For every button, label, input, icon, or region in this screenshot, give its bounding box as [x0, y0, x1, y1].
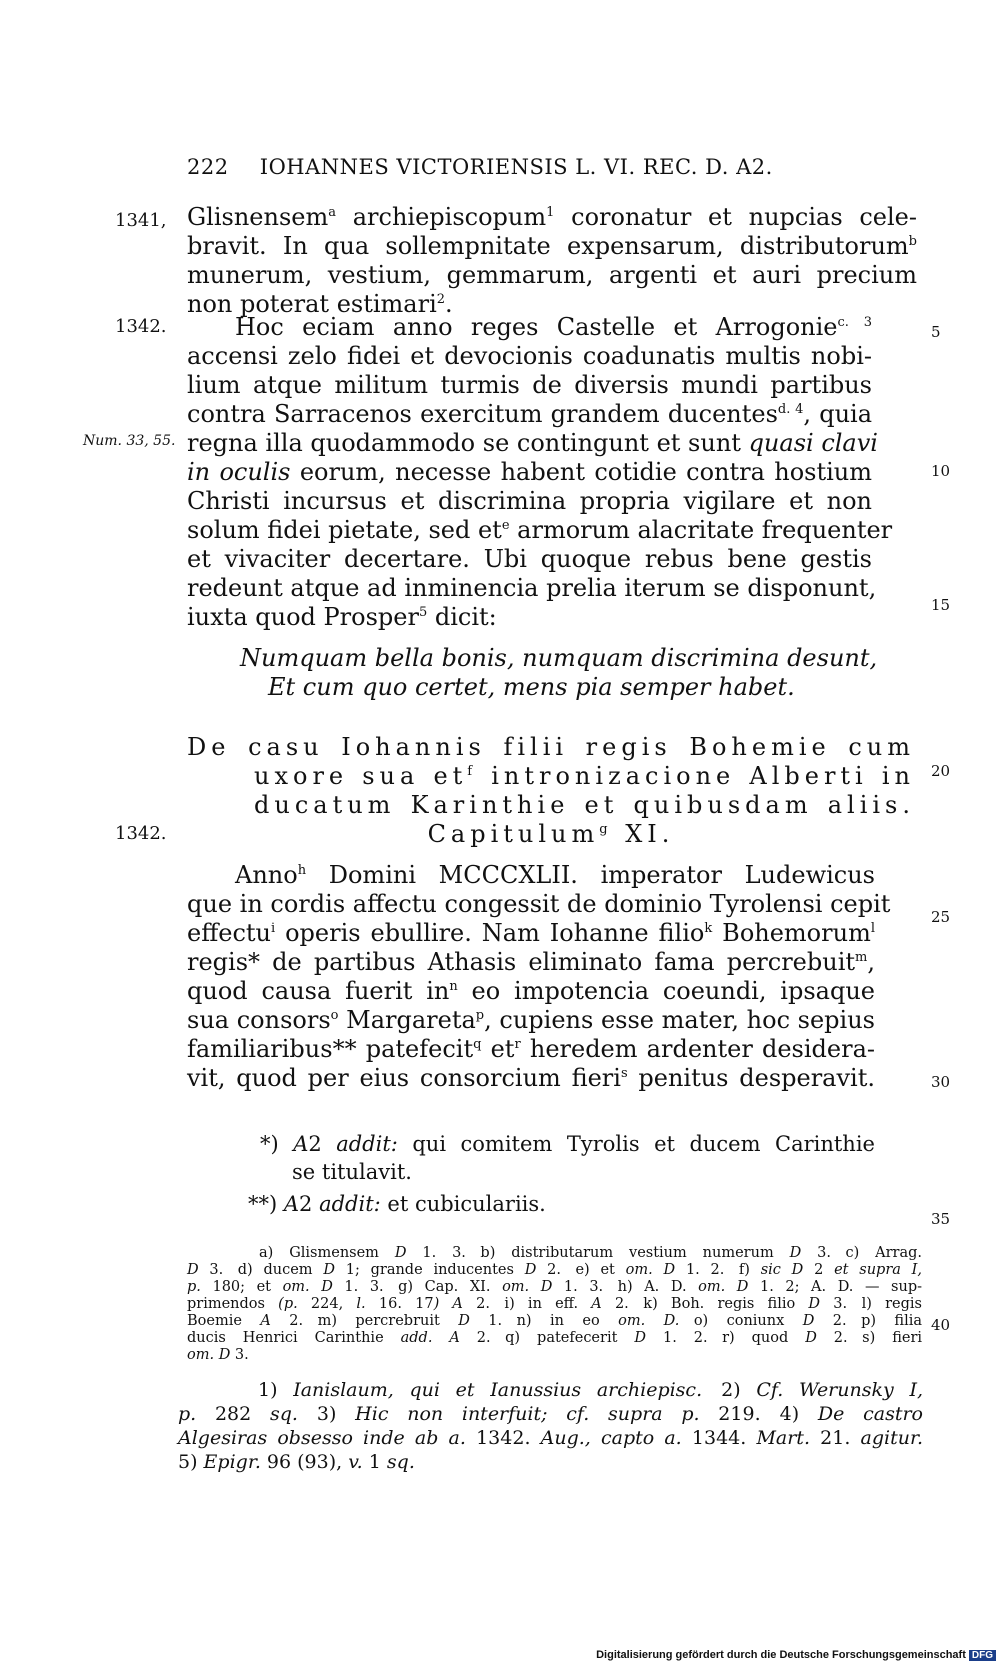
line-number: 5 — [931, 323, 941, 341]
addition-line: se titulavit. — [292, 1160, 412, 1184]
text-line: accensi zelo fidei et devocionis coadunatis multis nobi- — [187, 342, 872, 370]
text-line: non poterat estimari$^2$. — [187, 290, 453, 318]
text-line: regis* de partibus Athasis eliminato fama percrebuit$^m$, — [187, 948, 875, 976]
margin-year: 1341, — [115, 210, 167, 231]
variant-line: Boemie A 2. m) percrebruit D 1. n) in eo om. D. o) coniunx D 2. p) filia — [187, 1313, 922, 1329]
heading-line: Capitulum$^g$ XI. — [427, 820, 675, 848]
text-line: solum fidei pietate, sed $et^e$ armorum alacritate frequenter — [187, 516, 893, 544]
verse-line: Numquam bella bonis, numquam discrimina desunt, — [240, 644, 878, 672]
margin-year: 1342. — [115, 316, 167, 337]
chapter-heading — [187, 733, 915, 849]
line-number: 15 — [931, 596, 951, 614]
margin-year: 1342. — [115, 823, 167, 844]
running-header — [187, 155, 773, 179]
line-number: 10 — [931, 462, 951, 480]
text-line: familiaribus** patefecit$^q$ $et^r$ heredem ardenter desidera- — [187, 1035, 875, 1063]
footnote-line: 1) Ianislaum, qui et Ianussius archiepisc. 2) Cf. Werunsky I, — [258, 1379, 923, 1401]
text-line: Anno$^h$ Domini MCCCXLII. imperator Ludewicus — [187, 861, 875, 889]
variant-line: D 3. d) ducem D 1; grande inducentes D 2. e) et om. D 1. 2. f) sic D 2 et supra I, — [187, 1262, 923, 1278]
dfg-logo: DFG — [969, 1650, 996, 1661]
page-number: 222 — [187, 155, 229, 179]
text-line: lium atque militum turmis de diversis mundi partibus — [187, 371, 872, 399]
text-line: et vivaciter decertare. Ubi quoque rebus bene gestis — [187, 545, 872, 573]
text-line: vit, quod per eius consorcium fieri$^s$ penitus desperavit. — [187, 1064, 875, 1092]
footnote-line: Algesiras obsesso inde ab a. 1342. Aug., capto a. 1344. Mart. 21. agitur. — [178, 1427, 923, 1449]
text-line: iuxta quod Prosper$^5$ dicit: — [187, 603, 497, 631]
text-line: sua consors$^o$ Margareta$^p$, cupiens esse mater, hoc sepius — [187, 1006, 875, 1034]
heading-line: De casu Iohannis filii regis Bohemie cum — [187, 733, 915, 761]
digitization-note: Digitalisierung gefördert durch die Deutsche Forschungsgemeinschaft — [596, 1649, 966, 1661]
variant-line: a) Glismensem D 1. 3. b) distributarum vestium numerum D 3. c) Arrag. — [259, 1245, 922, 1261]
margin-bible-reference: Num. 33, 55. — [83, 433, 176, 449]
text-line: Glisnensem$^a$ archiepiscopum$^1$ coronatur et nupcias cele- — [187, 203, 917, 231]
paragraph-3 — [187, 861, 891, 1093]
line-number: 35 — [931, 1210, 951, 1228]
line-number: 25 — [931, 908, 951, 926]
a2-addition-2: **) A2 addit: et cubiculariis. — [248, 1192, 546, 1216]
variant-line: primendos (p. 224, l. 16. 17) A 2. i) in eff. A 2. k) Boh. regis filio D 3. l) regis — [187, 1296, 922, 1312]
text-line: quod causa fuerit $in^n$ eo impotencia coeundi, ipsaque — [187, 977, 875, 1005]
variant-apparatus — [187, 1245, 922, 1364]
text-line: bravit. In qua sollempnitate expensarum, distributorum$^b$ — [187, 232, 917, 260]
line-number: 30 — [931, 1073, 951, 1091]
digitization-credit — [596, 1649, 1000, 1665]
variant-line: p. 180; et om. D 1. 3. g) Cap. XI. om. D 1. 3. h) A. D. om. D 1. 2; A. D. — sup- — [187, 1279, 923, 1295]
footnote-line: p. 282 sq. 3) Hic non interfuit; cf. supra p. 219. 4) De castro — [178, 1403, 923, 1425]
text-line: in oculis eorum, necesse habent cotidie contra hostium — [187, 458, 872, 486]
line-number: 40 — [931, 1316, 951, 1334]
text-line: effectu$^i$ operis ebullire. Nam Iohanne filio$^k$ Bohemorum$^l$ — [187, 919, 875, 947]
footnotes — [178, 1378, 923, 1474]
paragraph-1 — [187, 203, 917, 319]
a2-addition-1 — [260, 1130, 875, 1186]
verse-line: Et cum quo certet, mens pia semper habet. — [268, 673, 795, 701]
variant-line: ducis Henrici Carinthie add. A 2. q) patefecerit D 1. 2. r) quod D 2. s) fieri — [187, 1330, 923, 1346]
text-line: Christi incursus et discrimina propria vigilare et non — [187, 487, 872, 515]
variant-line: om. D 3. — [187, 1347, 249, 1363]
paragraph-2 — [187, 313, 893, 632]
heading-line: uxore sua $et^f$ intronizacione Alberti in — [254, 762, 915, 790]
text-line: Hoc eciam anno reges Castelle et Arrogonie$^{c. 3}$ — [187, 313, 872, 341]
footnote-line: 5) Epigr. 96 (93), v. 1 sq. — [178, 1451, 415, 1473]
text-line: que in cordis affectu congessit de dominio Tyrolensi cepit — [187, 890, 891, 918]
text-line: redeunt atque ad inminencia prelia iterum se disponunt, — [187, 574, 877, 602]
text-line: munerum, vestium, gemmarum, argenti et auri precium — [187, 261, 917, 289]
running-title: IOHANNES VICTORIENSIS L. VI. REC. D. A2. — [259, 155, 773, 179]
line-number: 20 — [931, 762, 951, 780]
heading-line: ducatum Karinthie et quibusdam aliis. — [254, 791, 915, 819]
addition-line: *) A2 addit: qui comitem Tyrolis et ducem Carinthie — [260, 1132, 875, 1156]
text-line: contra Sarracenos exercitum grandem ducentes$^{d. 4}$, quia — [187, 400, 873, 428]
text-line: regna illa quodammodo se contingunt et sunt quasi clavi — [187, 429, 878, 457]
